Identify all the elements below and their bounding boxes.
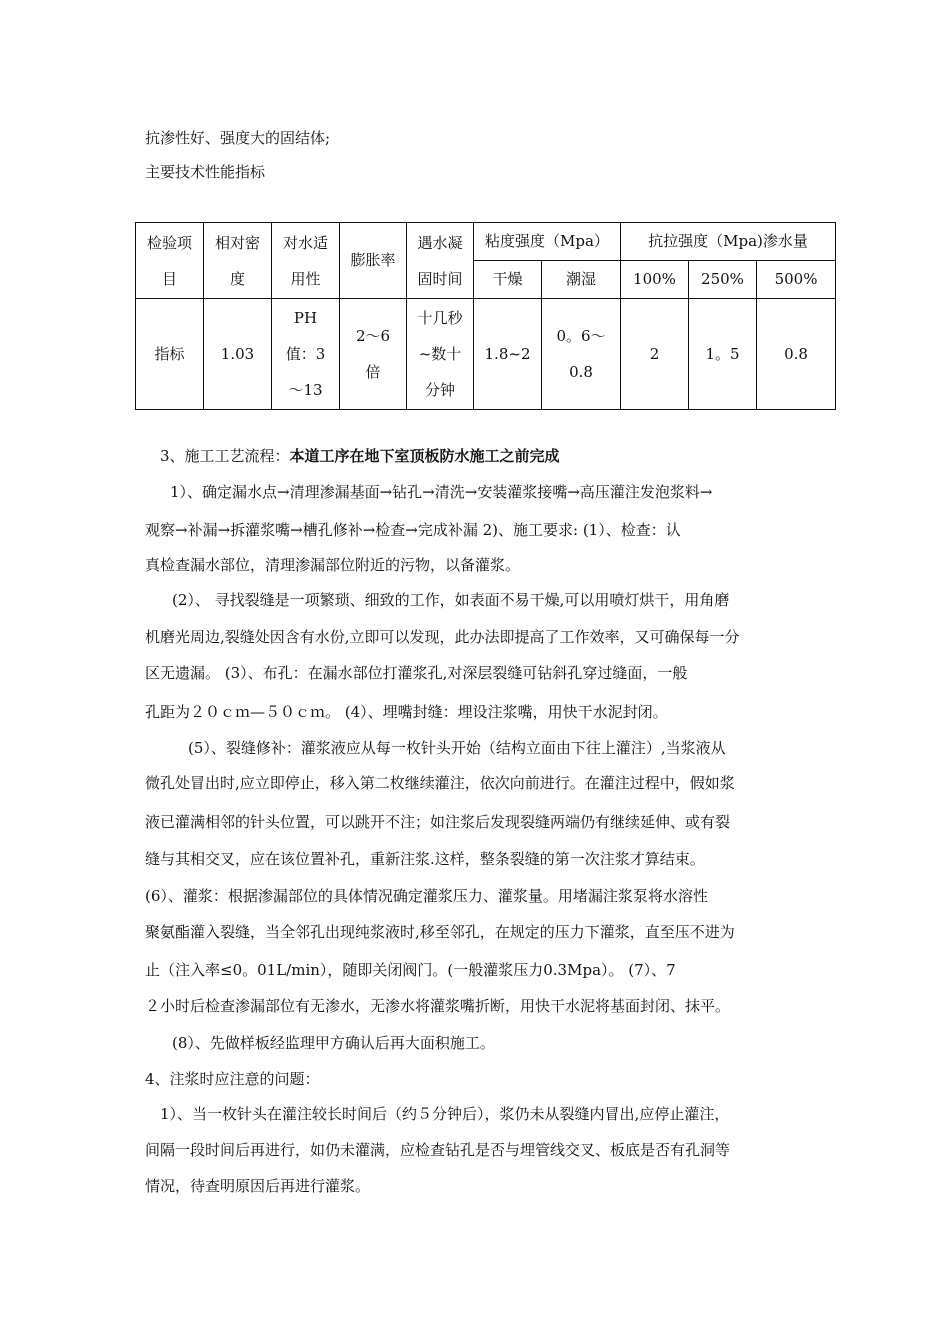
section4-line: 间隔一段时间后再进行，如仍未灌满，应检查钻孔是否与埋管线交叉、板底是否有孔洞等 xyxy=(145,1141,731,1159)
cell-curing: 十几秒 ~数十 分钟 xyxy=(407,299,474,410)
header-density: 相对密 度 xyxy=(204,223,272,299)
spec-table xyxy=(135,222,836,410)
header-t100: 100% xyxy=(621,261,689,299)
header-bond: 粘度强度（Mpa） xyxy=(474,223,621,261)
header-bond-wet: 潮湿 xyxy=(542,261,621,299)
section3-line: 缝与其相交叉，应在该位置补孔，重新注浆.这样，整条裂缝的第一次注浆才算结束。 xyxy=(145,850,705,868)
header-tensile: 抗拉强度（Mpa)渗水量 xyxy=(621,223,836,261)
section3-line: 1）、确定漏水点→清理渗漏基面→钻孔→清洗→安装灌浆接嘴→高压灌注发泡浆料→ xyxy=(170,483,713,501)
header-expansion: 膨胀率 xyxy=(340,223,407,299)
section3-heading-bold: 本道工序在地下室顶板防水施工之前完成 xyxy=(289,447,560,465)
section3-line: 液已灌满相邻的针头位置，可以跳开不注；如注浆后发现裂缝两端仍有继续延伸、或有裂 xyxy=(145,813,731,831)
cell-dry: 1.8~2 xyxy=(474,299,542,410)
header-curing: 遇水凝 固时间 xyxy=(407,223,474,299)
intro-line-2: 主要技术性能指标 xyxy=(145,163,266,181)
section3-line: ２小时后检查渗漏部位有无渗水，无渗水将灌浆嘴折断，用快干水泥将基面封闭、抹平。 xyxy=(145,997,731,1015)
cell-v250: 1。5 xyxy=(689,299,757,410)
section3-line: 真检查漏水部位，清理渗漏部位附近的污物，以备灌浆。 xyxy=(145,556,521,574)
section3-line: 区无遗漏。 (3）、布孔：在漏水部位打灌浆孔,对深层裂缝可钻斜孔穿过缝面，一般 xyxy=(145,664,688,682)
header-item: 检验项 目 xyxy=(136,223,204,299)
section3-line: (5）、裂缝修补：灌浆液应从每一枚针头开始（结构立面由下往上灌注）,当浆液从 xyxy=(188,739,726,757)
cell-v100: 2 xyxy=(621,299,689,410)
section3-line: (2）、 寻找裂缝是一项繁琐、细致的工作，如表面不易干燥,可以用喷灯烘干，用角磨 xyxy=(172,591,730,609)
row-label: 指标 xyxy=(136,299,204,410)
section4-line: 情况，待查明原因后再进行灌浆。 xyxy=(145,1177,371,1195)
section3-line: 孔距为２０ｃｍ—５０ｃｍ。 (4）、埋嘴封缝：埋设注浆嘴，用快干水泥封闭。 xyxy=(145,703,668,721)
cell-water: PH 值：3 ～13 xyxy=(272,299,340,410)
section3-heading-prefix: 3、施工工艺流程： xyxy=(160,447,290,465)
section3-line: (6）、灌浆：根据渗漏部位的具体情况确定灌浆压力、灌浆量。用堵漏注浆泵将水溶性 xyxy=(145,887,708,905)
header-t500: 500% xyxy=(757,261,836,299)
section4-heading: 4、注浆时应注意的问题： xyxy=(145,1070,320,1088)
section3-line: 微孔处冒出时,应立即停止，移入第二枚继续灌注，依次向前进行。在灌注过程中，假如浆 xyxy=(145,774,735,792)
header-bond-dry: 干燥 xyxy=(474,261,542,299)
section3-line: 观察→补漏→拆灌浆嘴→槽孔修补→检查→完成补漏 2)、施工要求: (1）、检查：认 xyxy=(145,521,681,539)
cell-density: 1.03 xyxy=(204,299,272,410)
cell-expansion: 2～6 倍 xyxy=(340,299,407,410)
section3-line: 止（注入率≤0。01L/min），随即关闭阀门。(一般灌浆压力0.3Mpa）。 (7）、7 xyxy=(145,961,676,979)
intro-line-1: 抗渗性好、强度大的固结体; xyxy=(145,129,331,147)
section3-line: 机磨光周边,裂缝处因含有水份,立即可以发现，此办法即提高了工作效率，又可确保每一分 xyxy=(145,628,740,646)
cell-wet: 0。6～ 0.8 xyxy=(542,299,621,410)
section3-line: (8）、先做样板经监理甲方确认后再大面积施工。 xyxy=(172,1034,495,1052)
section4-line: 1）、当一枚针头在灌注较长时间后（约５分钟后），浆仍未从裂缝内冒出,应停止灌注， xyxy=(160,1105,730,1123)
section3-line: 聚氨酯灌入裂缝，当全邻孔出现纯浆液时,移至邻孔，在规定的压力下灌浆，直至压不进为 xyxy=(145,923,735,941)
section3-heading xyxy=(160,446,560,466)
header-water: 对水适 用性 xyxy=(272,223,340,299)
cell-v500: 0.8 xyxy=(757,299,836,410)
header-t250: 250% xyxy=(689,261,757,299)
